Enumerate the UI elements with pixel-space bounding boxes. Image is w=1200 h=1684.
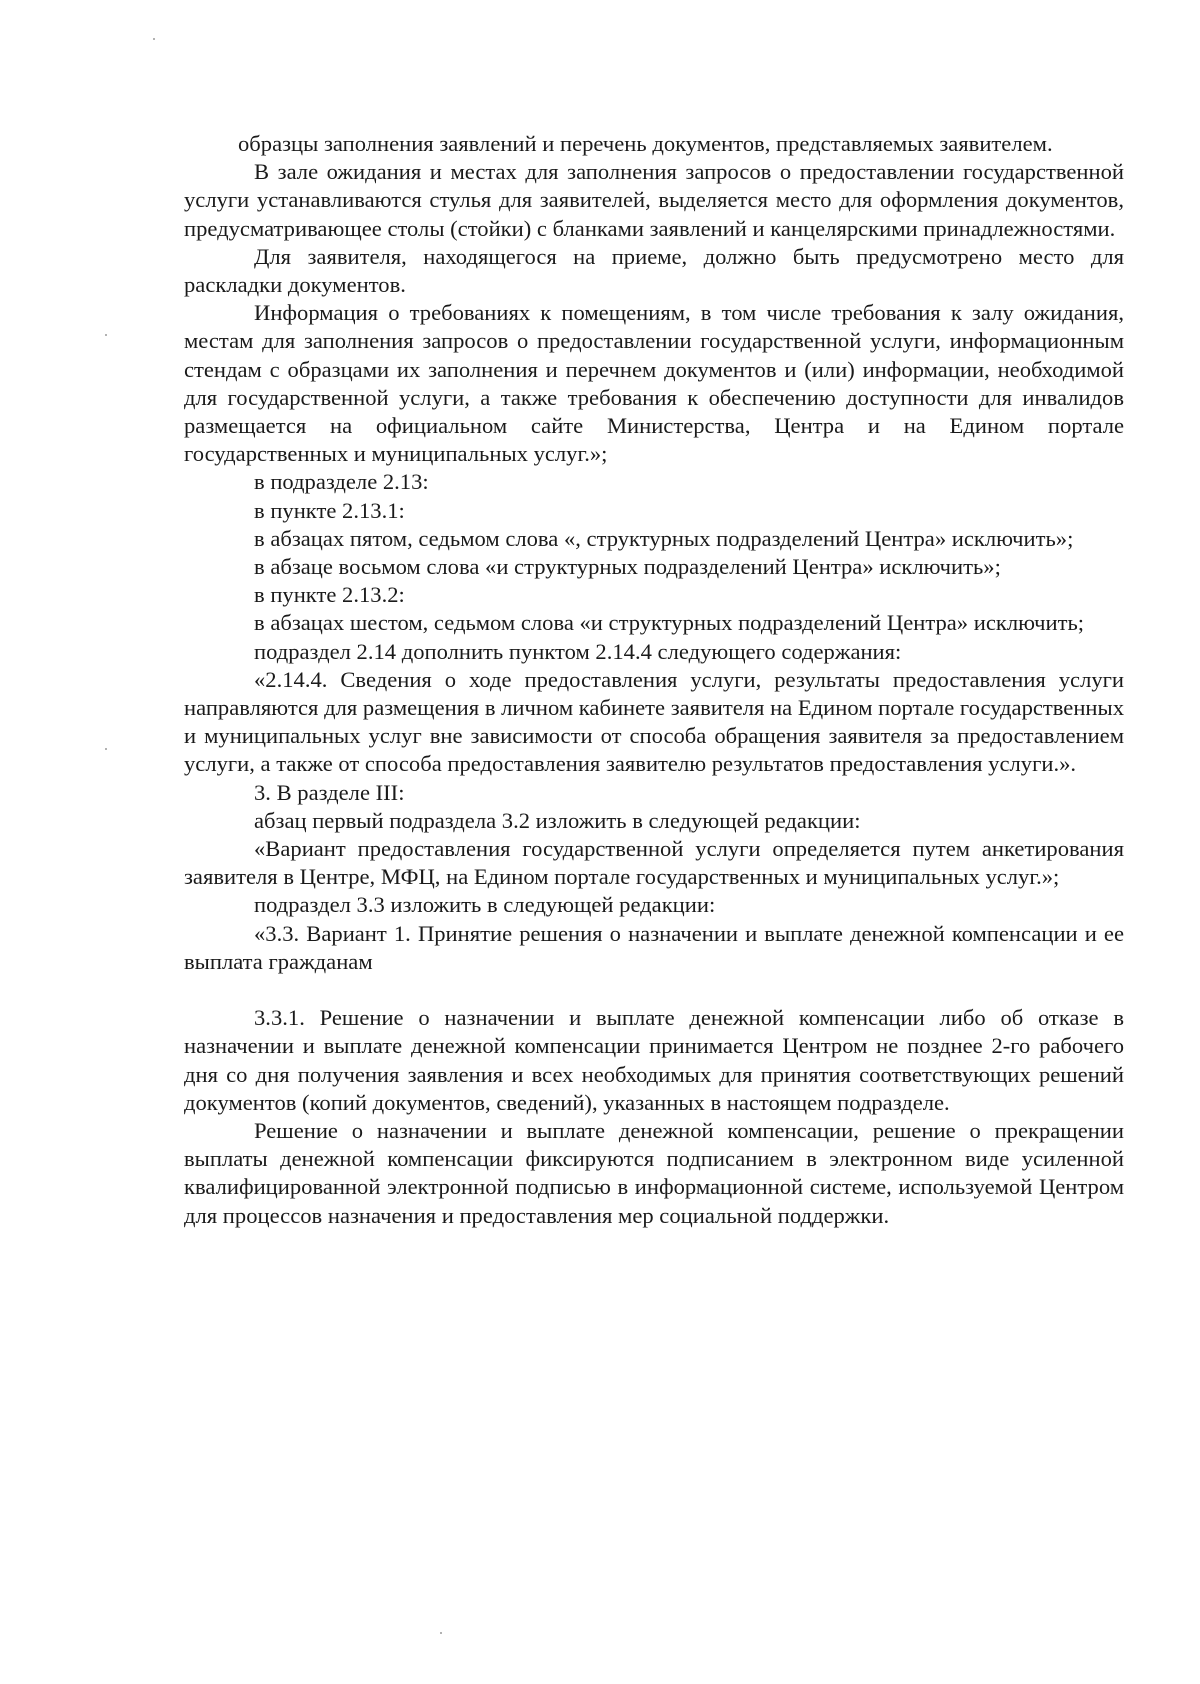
- scan-speck: [105, 334, 107, 336]
- paragraph: в пункте 2.13.2:: [254, 582, 405, 608]
- paragraph: «Вариант предоставления государственной услуги определяется путем анкетирования заявителя в Центре, МФЦ, на Едином портале государственных и муниципальных услуг.»;: [184, 836, 1124, 890]
- paragraph: Информация о требованиях к помещениям, в том числе требования к залу ожидания, местам для заполнения запросов о предоставлении государственной услуги, информационным стендам с образцами их заполнения и перечнем документов и (или) информации, необходимой для государственной услуги, а также требования к обеспечению доступности для инвалидов размещается на официальном сайте Министерства, Центра и на Едином портале государственных и муниципальных услуг.»;: [184, 300, 1124, 467]
- paragraph: «3.3. Вариант 1. Принятие решения о назначении и выплате денежной компенсации и ее выплата гражданам: [184, 920, 1124, 974]
- paragraph: абзац первый подраздела 3.2 изложить в следующей редакции:: [254, 807, 861, 833]
- paragraph: в абзацах шестом, седьмом слова «и структурных подразделений Центра» исключить;: [254, 610, 1085, 636]
- paragraph: образцы заполнения заявлений и перечень документов, представляемых заявителем.: [238, 131, 1053, 156]
- paragraph: подраздел 3.3 изложить в следующей редакции:: [254, 892, 716, 918]
- paragraph: Решение о назначении и выплате денежной компенсации, решение о прекращении выплаты денежной компенсации фиксируются подписанием в электронном виде усиленной квалифицированной электронной подписью в информационной системе, используемой Центром для процессов назначения и предоставления мер социальной поддержки.: [184, 1117, 1124, 1228]
- paragraph: в подразделе 2.13:: [254, 469, 429, 495]
- paragraph: 3. В разделе III:: [254, 779, 405, 805]
- paragraph: 3.3.1. Решение о назначении и выплате денежной компенсации либо об отказе в назначении и выплате денежной компенсации принимается Центром не позднее 2-го рабочего дня со дня получения заявления и всех необходимых для принятия соответствующих решений документов (копий документов, сведений), указанных в настоящем подразделе.: [184, 1005, 1124, 1115]
- paragraph: подраздел 2.14 дополнить пунктом 2.14.4 следующего содержания:: [254, 638, 902, 664]
- paragraph: в абзаце восьмом слова «и структурных подразделений Центра» исключить»;: [254, 554, 1001, 580]
- scan-speck: [153, 38, 155, 40]
- scan-speck: [105, 748, 107, 750]
- paragraph: Для заявителя, находящегося на приеме, должно быть предусмотрено место для раскладки документов.: [184, 243, 1124, 298]
- paragraph: в пункте 2.13.1:: [254, 497, 405, 523]
- document-body: [184, 130, 1124, 1230]
- paragraph: в абзацах пятом, седьмом слова «, структурных подразделений Центра» исключить»;: [254, 525, 1074, 551]
- paragraph: «2.14.4. Сведения о ходе предоставления услуги, результаты предоставления услуги направляются для размещения в личном кабинете заявителя на Едином портале государственных и муниципальных услуг вне зависимости от способа обращения заявителя за предоставлением услуги, а также от способа предоставления заявителю результатов предоставления услуги.».: [184, 666, 1124, 777]
- scan-speck: [440, 1632, 442, 1634]
- paragraph: В зале ожидания и местах для заполнения запросов о предоставлении государственной услуги устанавливаются стулья для заявителей, выделяется место для оформления документов, предусматривающее столы (стойки) с бланками заявлений и канцелярскими принадлежностями.: [184, 159, 1124, 241]
